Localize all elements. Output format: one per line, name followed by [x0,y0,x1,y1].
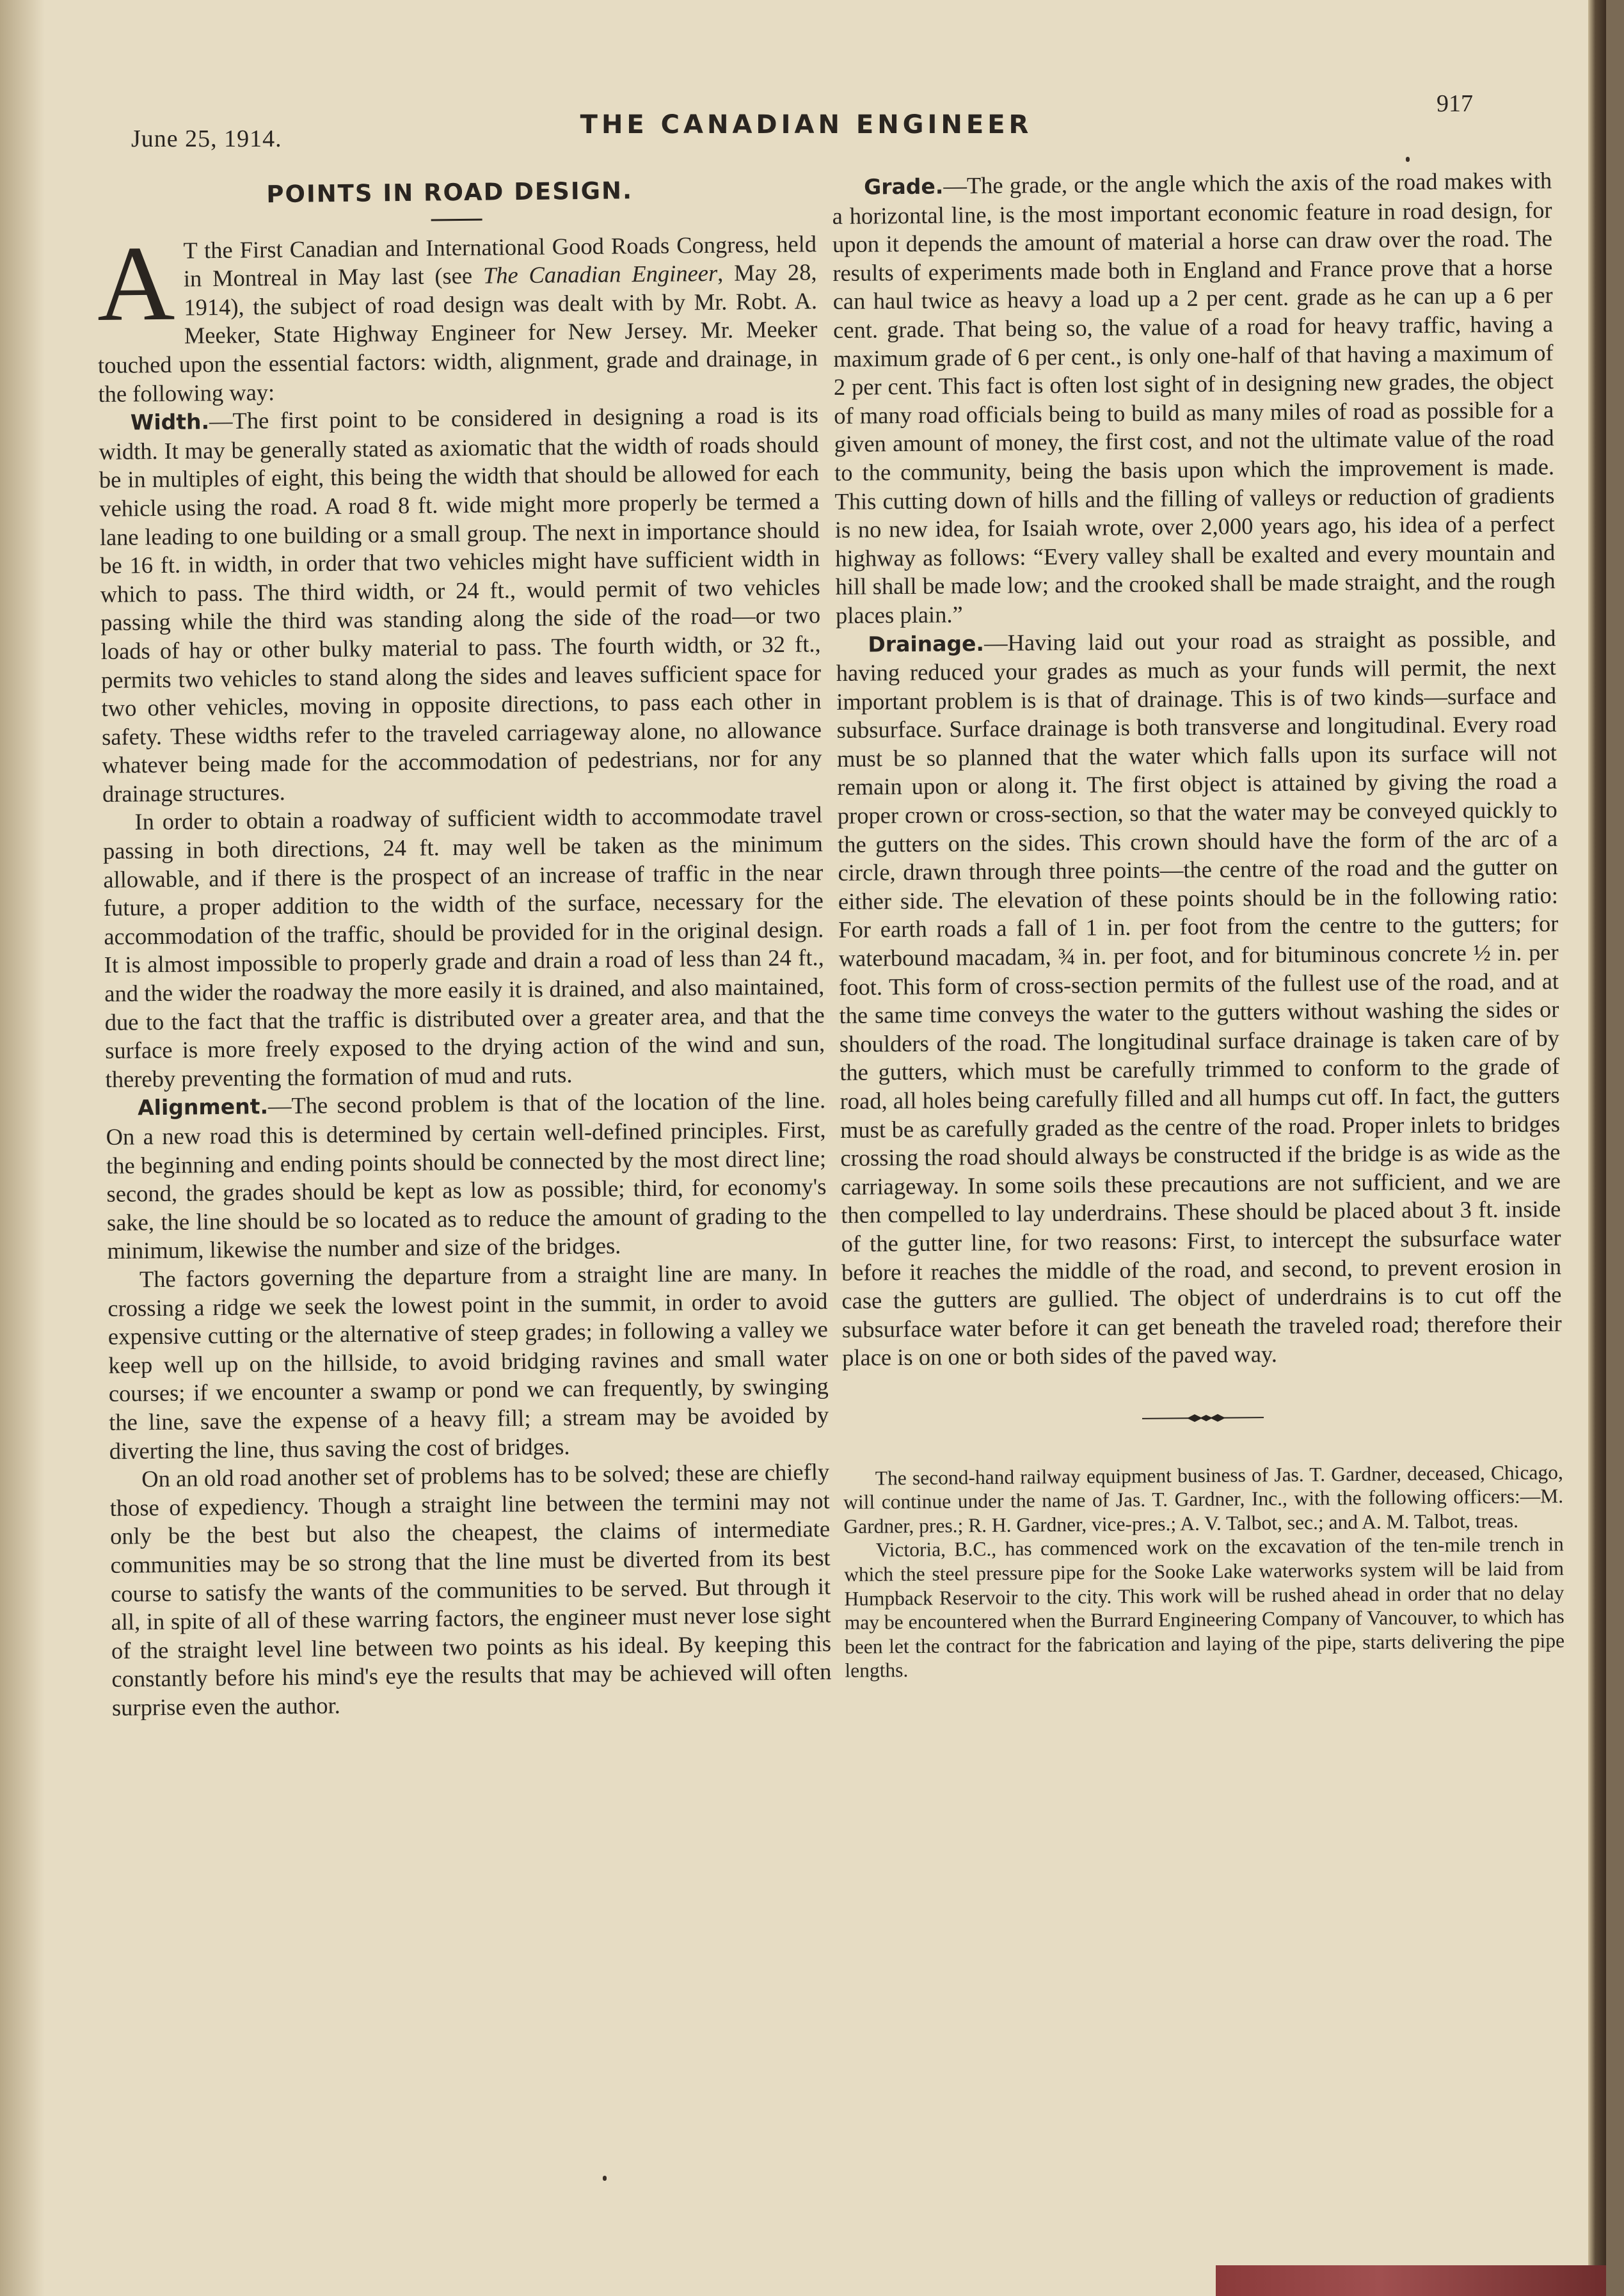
intro-paragraph [96,223,818,408]
intro-text-a: T the First Canadian and International Good Roads Congress, held in Montreal in May last (see [183,230,817,292]
intro-text-b: , May 28, 1914), the subject of road design was dealt with by Mr. Robt. A. Meeker, State Highway Engineer for New Jersey. Mr. Meeker touched upon the essential factors: width, alignment, grade and drainage, in the following way: [97,259,818,407]
alignment-text: —The second problem is that of the location of the line. On a new road this is determined by certain well-defined principles. First, the beginning and ending points should be connected by the most direct line; second, the grades should be kept as low as possible; third, for economy's sake, the line should be so located as to reduce the amount of grading to the minimum, likewise the number and size of the bridges. [106,1087,827,1264]
width-paragraph [99,401,822,808]
news-item-gardner: The second-hand railway equipment business of Jas. T. Gardner, deceased, Chicago, will continue under the name of Jas. T. Gardner, Inc., with the following officers:—M. Gardner, pres.; R. H. Gardner, vice-pres.; A. V. Talbot, sec.; and A. M. Talbot, treas. [843,1460,1564,1538]
alignment-paragraph-3: On an old road another set of problems has to be solved; these are chiefly those of expediency. Though a straight line between the termini may not only be the best but also the cheapest, the claims of intermediate communities may be so strong that the line must be diverted from its best course to satisfy the wants of the communities to be served. But through it all, in spite of all of these warring factors, the engineer must never lose sight of the straight level line between two points as his ideal. By keeping this constantly before his mind's eye the results that may be achieved will often surprise even the author. [109,1458,832,1721]
page-edge [1588,0,1606,2296]
news-item-victoria: Victoria, B.C., has commenced work on the excavation of the ten-mile trench in which the steel pressure pipe for the Sooke Lake waterworks system will be laid from Humpback Reservoir to the city. This work will be rushed ahead in order that no delay may be encountered when the Burrard Engineering Company of Vancouver, to which has been let the contract for the fabrication and laying of the pipe, starts delivering the pipe lengths. [843,1533,1565,1682]
alignment-heading: Alignment. [137,1094,269,1120]
drainage-heading: Drainage. [868,630,985,657]
width-paragraph-2: In order to obtain a roadway of sufficient width to accommodate travel passing in both directions, 24 ft. may well be taken as the minimum allowable, and if there is the prospect of an increase of traffic in the near future, a proper addition to the width of the surface, necessary for the accommodation of the traffic, should be provided for in the original design. It is almost impossible to properly grade and drain a road of less than 24 ft., and the wider the roadway the more easily it is drained, and also maintained, due to the fact that the traffic is distributed over a greater area, and that the surface is more freely exposed to the drying action of the wind and sun, thereby preventing the formation of mud and ruts. [102,801,825,1092]
grade-text: —The grade, or the angle which the axis of the road makes with a horizontal line, is the most important economic feature in road design, for upon it depends the amount of material a horse can draw over the road. The results of experiments made both in England and France prove that a horse can haul twice as heavy a load up a 2 per cent. grade as he can up a 6 per cent. grade. That being so, the value of a road for heavy traffic, having a maximum grade of 6 per cent., is only one-half of that having a maximum of 2 per cent. This fact is often lost sight of in designing new grades, the object of many road officials being to build as many miles of road as possible for a given amount of money, the first cost, and not the ultimate value of the road to the community, being the basis upon which the improvement is made. This cutting down of hills and the filling of valleys or reduction of gradients is no new idea, for Isaiah wrote, over 2,000 years ago, his idea of a perfect highway as follows: “Every valley shall be exalted and every mountain and hill shall be made low; and the crooked shall be made straight, and the rough places plain.” [832,167,1556,628]
cover-strip [1216,2265,1606,2296]
issue-date: June 25, 1914. [131,125,282,152]
left-column [96,175,832,1722]
drainage-text: —Having laid out your road as straight as possible, and having reduced your grades as much as your funds will permit, the next important problem is is that of drainage. This is of two kinds—surface and subsurface. Surface drainage is both transverse and longitudinal. Every road must be so planned that the water which falls upon its surface will not remain upon or along it. The first object is attained by giving the road a proper crown or cross-section, so that the water may be conveyed quickly to the gutters on the sides. This crown should have the form of the arc of a circle, drawn through three points—the centre of the road and the gutter on either side. The elevation of these points should be in the following ratio: For earth roads a fall of 1 in. per foot from the centre to the gutters; for waterbound macadam, ¾ in. per foot, and for bituminous concrete ½ in. per foot. This form of cross-section permits of the fullest use of the road, and at the same time conveys the water to the gutters without washing the sides or shoulders of the road. The longitudinal surface drainage is taken care of by the gutters, which must be carefully trimmed to conform to the grade of road, all holes being carefully filled and all humps cut off. In fact, the gutters must be as carefully graded as the centre of the road. Proper inlets to bridges crossing the road should always be constructed if the bridge is as wide as the carriageway. In some soils these precautions are not sufficient, and we are then compelled to lay underdrains. These should be placed about 3 ft. inside of the gutter line, for two reasons: First, to intercept the subsurface water before it reaches the middle of the road, and second, to prevent erosion in case the gutters are gullied. The object of underdrains is to cut off the subsurface water before it can get beneath the traveled road; therefore their place is on one or both sides of the paved way. [836,624,1562,1371]
journal-reference: The Canadian Engineer [482,260,718,289]
section-divider [843,1399,1563,1434]
ornament-icon [1142,1411,1263,1425]
width-heading: Width. [130,409,210,435]
speck-mark [1406,157,1410,162]
drop-cap: A [96,223,175,344]
alignment-paragraph-2: The factors governing the departure from a straight line are many. In crossing a ridge we seek the lowest point in the summit, in order to avoid expensive cutting or the alternative of steep grades; in following a valley we keep well up on the hillside, to avoid bridging ravines and small water courses; if we encounter a swamp or pond we can frequently, by swinging the line, save the expense of a heavy fill; a stream may be avoided by diverting the line, thus saving the cost of bridges. [107,1259,829,1464]
news-items [843,1460,1565,1683]
grade-paragraph [832,166,1556,630]
grade-heading: Grade. [864,173,944,200]
journal-title: THE CANADIAN ENGINEER [580,110,1033,140]
page-binding-shadow [0,0,45,2296]
drainage-paragraph [836,624,1562,1373]
width-text: —The first point to be considered in designing a road is its width. It may be generally stated as axiomatic that the width of roads should be in multiples of eight, this being the width that should be allowed for each vehicle using the road. A road 8 ft. wide might more properly be termed a lane leading to one building or a small group. The next in importance should be 16 ft. in width, in order that two vehicles might have sufficient width in which to pass. The third width, or 24 ft., would permit of two vehicles passing while the third was standing along the side of the road—or two loads of hay or other bulky material to pass. The fourth width, or 32 ft., permits two vehicles to stand along the sides and leaves sufficient space for two other vehicles, moving in opposite directions, to pass each other in safety. These widths refer to the traveled carriageway alone, no allowance whatever being made for the accommodation of pedestrians, nor for any drainage structures. [99,401,822,807]
speck-mark [603,2176,607,2181]
article-title: POINTS IN ROAD DESIGN. [266,177,633,209]
alignment-paragraph [106,1087,827,1266]
page-number: 917 [1437,90,1473,117]
right-column [832,166,1565,1683]
title-rule [431,218,482,221]
